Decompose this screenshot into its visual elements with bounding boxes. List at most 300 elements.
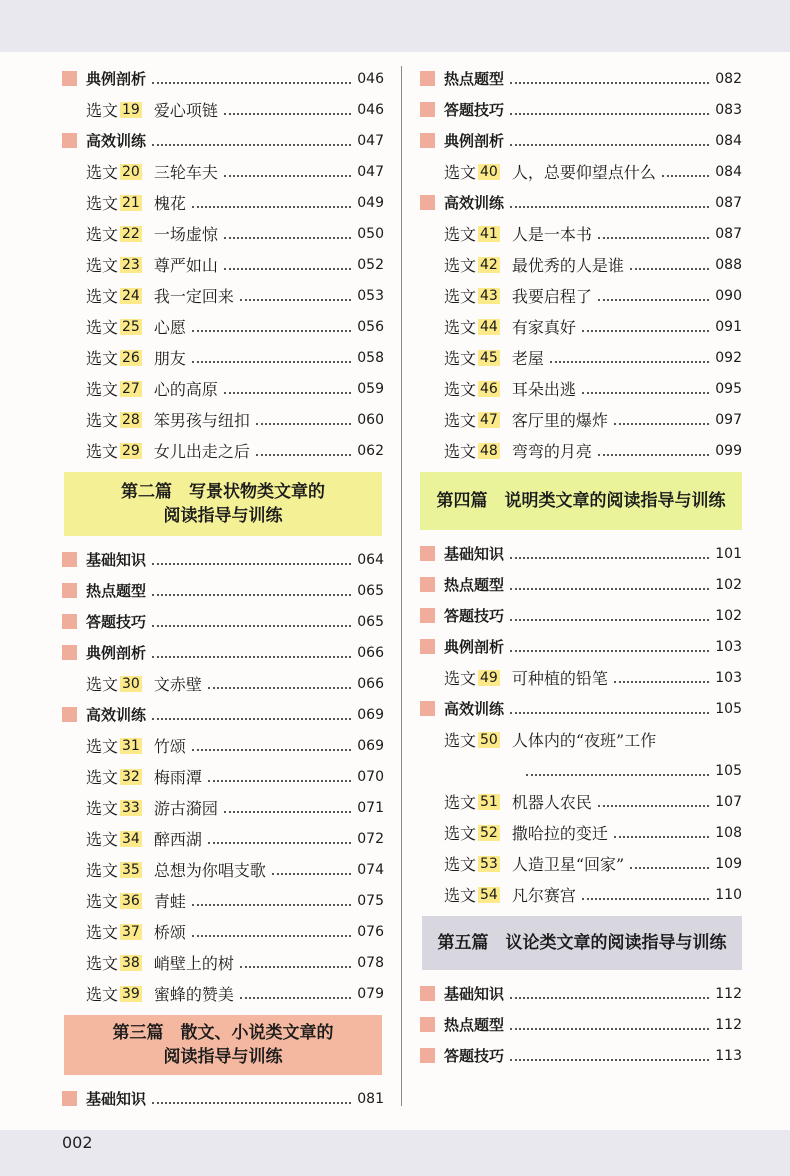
- dot-leader: [208, 842, 351, 844]
- page-ref: 112: [715, 1016, 742, 1033]
- reading-title: 桥颂: [153, 923, 186, 942]
- reading-title: 心愿: [153, 318, 186, 337]
- dot-leader: [614, 681, 709, 683]
- toc-reading-entry[interactable]: [420, 311, 742, 342]
- dot-leader: [152, 1102, 351, 1104]
- reading-prefix: 选文: [444, 287, 477, 306]
- reading-prefix: 选文: [86, 411, 119, 430]
- part-heading-line1: 第四篇 说明类文章的阅读指导与训练: [436, 491, 726, 511]
- part-heading-box[interactable]: [64, 472, 382, 536]
- section-label: 答题技巧: [86, 613, 147, 631]
- dot-leader: [224, 392, 351, 394]
- column-divider: [401, 66, 402, 1106]
- square-bullet-icon: [420, 577, 435, 592]
- reading-prefix: 选文: [444, 886, 477, 905]
- reading-title: 可种植的铅笔: [511, 669, 608, 688]
- square-bullet-icon: [420, 71, 435, 86]
- section-label: 答题技巧: [444, 101, 505, 119]
- reading-prefix: 选文: [86, 954, 119, 973]
- dot-leader: [208, 687, 351, 689]
- dot-leader: [614, 423, 709, 425]
- page-ref: 047: [357, 163, 384, 180]
- dot-leader: [510, 113, 709, 115]
- page-ref: 065: [357, 613, 384, 630]
- page-ref: 053: [357, 287, 384, 304]
- reading-number: 25: [122, 318, 140, 335]
- dot-leader: [510, 144, 709, 146]
- page-ref: 060: [357, 411, 384, 428]
- reading-prefix: 选文: [86, 287, 119, 306]
- reading-number: 30: [122, 675, 140, 692]
- reading-number: 33: [122, 799, 140, 816]
- page-ref: 084: [715, 132, 742, 149]
- dot-leader: [152, 82, 351, 84]
- toc-reading-entry[interactable]: [420, 280, 742, 311]
- dot-leader: [208, 780, 351, 782]
- toc-reading-entry[interactable]: [420, 156, 742, 187]
- toc-reading-entry[interactable]: [62, 854, 384, 885]
- square-bullet-icon: [62, 71, 77, 86]
- reading-number: 19: [122, 101, 140, 118]
- reading-number: 32: [122, 768, 140, 785]
- reading-title: 人，总要仰望点什么: [511, 163, 656, 182]
- reading-number: 44: [480, 318, 498, 335]
- page-ref: 062: [357, 442, 384, 459]
- reading-number: 53: [480, 855, 498, 872]
- reading-number: 31: [122, 737, 140, 754]
- page-ref: 087: [715, 225, 742, 242]
- toc-reading-entry[interactable]: [62, 668, 384, 699]
- dot-leader: [526, 774, 709, 776]
- toc-section-entry[interactable]: [420, 125, 742, 156]
- toc-section-entry[interactable]: [420, 538, 742, 569]
- square-bullet-icon: [420, 986, 435, 1001]
- square-bullet-icon: [420, 102, 435, 117]
- top-margin-band: [0, 0, 790, 52]
- reading-prefix: 选文: [86, 799, 119, 818]
- reading-prefix: 选文: [86, 101, 119, 120]
- toc-reading-entry[interactable]: [62, 730, 384, 761]
- reading-title: 梅雨潭: [153, 768, 202, 787]
- page-ref: 052: [357, 256, 384, 273]
- dot-leader: [614, 836, 709, 838]
- toc-section-entry[interactable]: [420, 1040, 742, 1071]
- page-ref: 108: [715, 824, 742, 841]
- reading-prefix: 选文: [444, 411, 477, 430]
- square-bullet-icon: [62, 645, 77, 660]
- reading-prefix: 选文: [86, 380, 119, 399]
- part-heading-line2: 阅读指导与训练: [163, 1047, 283, 1067]
- page-ref: 102: [715, 576, 742, 593]
- section-label: 热点题型: [444, 70, 505, 88]
- section-label: 典例剖析: [444, 132, 505, 150]
- section-label: 答题技巧: [444, 1047, 505, 1065]
- toc-section-entry[interactable]: [420, 1009, 742, 1040]
- dot-leader: [272, 873, 351, 875]
- dot-leader: [510, 588, 709, 590]
- page-ref: 099: [715, 442, 742, 459]
- toc-section-entry[interactable]: [62, 699, 384, 730]
- reading-prefix: 选文: [86, 318, 119, 337]
- part-heading-line1: 第三篇 散文、小说类文章的: [112, 1023, 334, 1043]
- reading-number: 37: [122, 923, 140, 940]
- dot-leader: [192, 935, 351, 937]
- part-heading-box[interactable]: [64, 1015, 382, 1075]
- reading-number: 28: [122, 411, 140, 428]
- reading-number: 40: [480, 163, 498, 180]
- page-ref: 056: [357, 318, 384, 335]
- dot-leader: [152, 625, 351, 627]
- page-ref: 103: [715, 638, 742, 655]
- toc-reading-entry[interactable]: [62, 311, 384, 342]
- page-number: 002: [62, 1133, 93, 1152]
- reading-title: 文赤壁: [153, 675, 202, 694]
- reading-title: 青蛙: [153, 892, 186, 911]
- page-ref: 105: [715, 700, 742, 717]
- reading-number: 26: [122, 349, 140, 366]
- reading-title: 蜜蜂的赞美: [153, 985, 234, 1004]
- toc-section-entry[interactable]: [62, 125, 384, 156]
- reading-prefix: 选文: [86, 225, 119, 244]
- dot-leader: [550, 361, 709, 363]
- reading-title: 人体内的“夜班”工作: [511, 731, 657, 750]
- toc-reading-entry[interactable]: [62, 947, 384, 978]
- toc-section-entry[interactable]: [420, 600, 742, 631]
- toc-reading-entry[interactable]: [62, 187, 384, 218]
- dot-leader: [662, 175, 709, 177]
- reading-prefix: 选文: [444, 380, 477, 399]
- toc-reading-entry[interactable]: [62, 761, 384, 792]
- reading-title: 一场虚惊: [153, 225, 218, 244]
- dot-leader: [598, 237, 709, 239]
- page-ref: 091: [715, 318, 742, 335]
- toc-reading-entry[interactable]: [62, 916, 384, 947]
- part-heading-line2: 阅读指导与训练: [163, 506, 283, 526]
- square-bullet-icon: [62, 1091, 77, 1106]
- reading-prefix: 选文: [444, 318, 477, 337]
- section-label: 答题技巧: [444, 607, 505, 625]
- square-bullet-icon: [62, 552, 77, 567]
- toc-section-entry[interactable]: [62, 544, 384, 575]
- page-ref: 076: [357, 923, 384, 940]
- dot-leader: [152, 656, 351, 658]
- reading-prefix: 选文: [86, 256, 119, 275]
- section-label: 热点题型: [86, 582, 147, 600]
- reading-title: 尊严如山: [153, 256, 218, 275]
- reading-prefix: 选文: [444, 442, 477, 461]
- part-heading-box[interactable]: [420, 472, 742, 530]
- page-ref: 109: [715, 855, 742, 872]
- page-ref: 069: [357, 737, 384, 754]
- reading-prefix: 选文: [444, 669, 477, 688]
- toc-section-entry[interactable]: [62, 63, 384, 94]
- page-ref: 102: [715, 607, 742, 624]
- reading-title: 女儿出走之后: [153, 442, 250, 461]
- reading-prefix: 选文: [86, 194, 119, 213]
- page-ref: 046: [357, 101, 384, 118]
- toc-section-entry[interactable]: [62, 575, 384, 606]
- reading-title: 总想为你唱支歌: [153, 861, 266, 880]
- reading-title: 心的高原: [153, 380, 218, 399]
- toc-reading-entry[interactable]: [420, 218, 742, 249]
- toc-reading-entry[interactable]: [62, 249, 384, 280]
- toc-section-entry[interactable]: [420, 631, 742, 662]
- reading-number: 36: [122, 892, 140, 909]
- dot-leader: [510, 650, 709, 652]
- dot-leader: [192, 361, 351, 363]
- toc-section-entry[interactable]: [420, 94, 742, 125]
- page-ref: 113: [715, 1047, 742, 1064]
- toc-reading-entry[interactable]: [62, 373, 384, 404]
- reading-title: 撒哈拉的变迁: [511, 824, 608, 843]
- page-ref: 105: [715, 762, 742, 779]
- page-ref: 071: [357, 799, 384, 816]
- part-heading-box[interactable]: [422, 916, 742, 970]
- reading-prefix: 选文: [86, 349, 119, 368]
- page-ref: 103: [715, 669, 742, 686]
- dot-leader: [510, 82, 709, 84]
- toc-reading-entry[interactable]: [420, 662, 742, 693]
- section-label: 高效训练: [86, 132, 147, 150]
- square-bullet-icon: [420, 701, 435, 716]
- page-ref: 107: [715, 793, 742, 810]
- reading-number: 49: [480, 669, 498, 686]
- reading-prefix: 选文: [86, 163, 119, 182]
- reading-number: 24: [122, 287, 140, 304]
- toc-reading-entry[interactable]: [420, 342, 742, 373]
- square-bullet-icon: [420, 195, 435, 210]
- dot-leader: [582, 392, 709, 394]
- dot-leader: [510, 1028, 709, 1030]
- reading-number: 23: [122, 256, 140, 273]
- reading-title: 老屋: [511, 349, 544, 368]
- reading-prefix: 选文: [86, 923, 119, 942]
- reading-prefix: 选文: [444, 349, 477, 368]
- toc-reading-entry[interactable]: [62, 435, 384, 466]
- reading-number: 52: [480, 824, 498, 841]
- square-bullet-icon: [420, 546, 435, 561]
- toc-section-entry[interactable]: [420, 63, 742, 94]
- reading-number: 27: [122, 380, 140, 397]
- reading-prefix: 选文: [86, 442, 119, 461]
- page-ref: 101: [715, 545, 742, 562]
- page-ref: 084: [715, 163, 742, 180]
- dot-leader: [152, 718, 351, 720]
- toc-reading-entry[interactable]: [420, 249, 742, 280]
- reading-number: 21: [122, 194, 140, 211]
- dot-leader: [152, 144, 351, 146]
- reading-title: 三轮车夫: [153, 163, 218, 182]
- dot-leader: [240, 299, 351, 301]
- square-bullet-icon: [62, 583, 77, 598]
- toc-reading-entry[interactable]: [420, 817, 742, 848]
- page-ref: 083: [715, 101, 742, 118]
- reading-number: 41: [480, 225, 498, 242]
- section-label: 典例剖析: [444, 638, 505, 656]
- toc-section-entry[interactable]: [420, 693, 742, 724]
- page-ref: 081: [357, 1090, 384, 1107]
- page-ref: 097: [715, 411, 742, 428]
- toc-right-column: [420, 63, 742, 1071]
- page-ref: 065: [357, 582, 384, 599]
- reading-title: 醉西湖: [153, 830, 202, 849]
- dot-leader: [224, 175, 351, 177]
- dot-leader: [192, 206, 351, 208]
- page-ref: 088: [715, 256, 742, 273]
- reading-number: 35: [122, 861, 140, 878]
- reading-title: 人是一本书: [511, 225, 592, 244]
- page-ref: 112: [715, 985, 742, 1002]
- reading-title: 竹颂: [153, 737, 186, 756]
- toc-reading-entry[interactable]: [420, 724, 742, 755]
- reading-number: 22: [122, 225, 140, 242]
- page-ref: 064: [357, 551, 384, 568]
- reading-number: 29: [122, 442, 140, 459]
- toc-section-entry[interactable]: [420, 569, 742, 600]
- section-label: 基础知识: [444, 545, 505, 563]
- section-label: 高效训练: [86, 706, 147, 724]
- dot-leader: [224, 268, 351, 270]
- reading-title: 我要启程了: [511, 287, 592, 306]
- reading-number: 20: [122, 163, 140, 180]
- reading-prefix: 选文: [86, 768, 119, 787]
- toc-reading-entry[interactable]: [62, 978, 384, 1009]
- page-ref: 082: [715, 70, 742, 87]
- page-ref: 050: [357, 225, 384, 242]
- toc-reading-entry[interactable]: [420, 879, 742, 910]
- reading-prefix: 选文: [444, 225, 477, 244]
- reading-title: 爱心项链: [153, 101, 218, 120]
- toc-reading-entry[interactable]: [62, 280, 384, 311]
- page-ref: 047: [357, 132, 384, 149]
- toc-reading-entry[interactable]: [62, 404, 384, 435]
- page-ref: 092: [715, 349, 742, 366]
- reading-number: 39: [122, 985, 140, 1002]
- reading-prefix: 选文: [444, 163, 477, 182]
- reading-prefix: 选文: [444, 256, 477, 275]
- reading-number: 46: [480, 380, 498, 397]
- toc-reading-entry[interactable]: [62, 342, 384, 373]
- reading-prefix: 选文: [86, 861, 119, 880]
- reading-number: 50: [480, 731, 498, 748]
- dot-leader: [510, 997, 709, 999]
- toc-continuation-line: [420, 755, 742, 786]
- square-bullet-icon: [420, 608, 435, 623]
- dot-leader: [510, 712, 709, 714]
- page-ref: 087: [715, 194, 742, 211]
- page-ref: 090: [715, 287, 742, 304]
- reading-number: 34: [122, 830, 140, 847]
- toc-section-entry[interactable]: [420, 978, 742, 1009]
- toc-reading-entry[interactable]: [62, 885, 384, 916]
- reading-number: 51: [480, 793, 498, 810]
- toc-reading-entry[interactable]: [62, 823, 384, 854]
- square-bullet-icon: [420, 133, 435, 148]
- page-ref: 066: [357, 644, 384, 661]
- dot-leader: [582, 898, 709, 900]
- toc-section-entry[interactable]: [62, 637, 384, 668]
- toc-section-entry[interactable]: [420, 187, 742, 218]
- dot-leader: [582, 330, 709, 332]
- square-bullet-icon: [420, 1048, 435, 1063]
- reading-title: 客厅里的爆炸: [511, 411, 608, 430]
- dot-leader: [256, 454, 351, 456]
- dot-leader: [630, 268, 709, 270]
- toc-reading-entry[interactable]: [62, 792, 384, 823]
- reading-title: 耳朵出逃: [511, 380, 576, 399]
- page-ref: 072: [357, 830, 384, 847]
- dot-leader: [598, 454, 709, 456]
- reading-title: 朋友: [153, 349, 186, 368]
- toc-reading-entry[interactable]: [420, 404, 742, 435]
- section-label: 基础知识: [86, 551, 147, 569]
- reading-prefix: 选文: [86, 892, 119, 911]
- toc-section-entry[interactable]: [62, 606, 384, 637]
- dot-leader: [240, 966, 351, 968]
- square-bullet-icon: [420, 1017, 435, 1032]
- reading-title: 我一定回来: [153, 287, 234, 306]
- page-ref: 070: [357, 768, 384, 785]
- dot-leader: [224, 811, 351, 813]
- toc-reading-entry[interactable]: [62, 218, 384, 249]
- dot-leader: [598, 299, 709, 301]
- section-label: 热点题型: [444, 1016, 505, 1034]
- toc-reading-entry[interactable]: [420, 435, 742, 466]
- reading-number: 47: [480, 411, 498, 428]
- section-label: 高效训练: [444, 194, 505, 212]
- dot-leader: [192, 749, 351, 751]
- reading-title: 有家真好: [511, 318, 576, 337]
- section-label: 典例剖析: [86, 70, 147, 88]
- toc-left-column: [62, 63, 384, 1114]
- reading-number: 38: [122, 954, 140, 971]
- page-ref: 058: [357, 349, 384, 366]
- dot-leader: [630, 867, 709, 869]
- reading-number: 48: [480, 442, 498, 459]
- reading-title: 峭壁上的树: [153, 954, 234, 973]
- dot-leader: [510, 557, 709, 559]
- reading-title: 机器人农民: [511, 793, 592, 812]
- toc-section-entry[interactable]: [62, 1083, 384, 1114]
- page-ref: 074: [357, 861, 384, 878]
- reading-number: 54: [480, 886, 498, 903]
- page-ref: 046: [357, 70, 384, 87]
- dot-leader: [152, 594, 351, 596]
- part-heading-line1: 第二篇 写景状物类文章的: [121, 482, 325, 502]
- toc-reading-entry[interactable]: [62, 156, 384, 187]
- reading-prefix: 选文: [86, 675, 119, 694]
- reading-title: 最优秀的人是谁: [511, 256, 624, 275]
- page-ref: 095: [715, 380, 742, 397]
- page-ref: 079: [357, 985, 384, 1002]
- dot-leader: [152, 563, 351, 565]
- toc-reading-entry[interactable]: [62, 94, 384, 125]
- toc-reading-entry[interactable]: [420, 848, 742, 879]
- reading-title: 笨男孩与纽扣: [153, 411, 250, 430]
- section-label: 典例剖析: [86, 644, 147, 662]
- dot-leader: [224, 237, 351, 239]
- reading-prefix: 选文: [86, 985, 119, 1004]
- reading-title: 弯弯的月亮: [511, 442, 592, 461]
- toc-reading-entry[interactable]: [420, 786, 742, 817]
- reading-prefix: 选文: [444, 793, 477, 812]
- square-bullet-icon: [62, 133, 77, 148]
- dot-leader: [224, 113, 351, 115]
- reading-prefix: 选文: [444, 731, 477, 750]
- reading-number: 43: [480, 287, 498, 304]
- toc-reading-entry[interactable]: [420, 373, 742, 404]
- reading-title: 人造卫星“回家”: [511, 855, 625, 874]
